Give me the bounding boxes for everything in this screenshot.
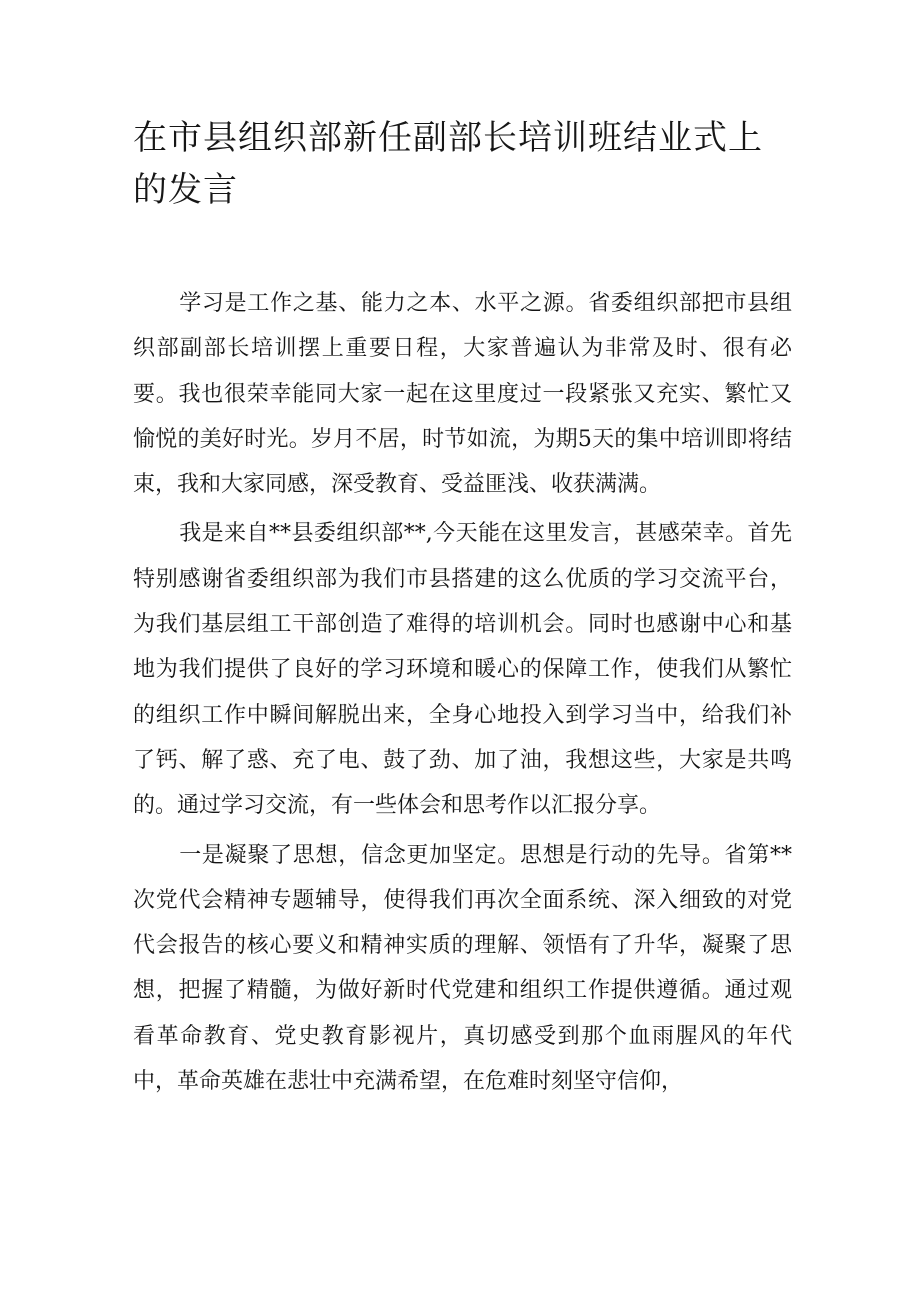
paragraph-2: 我是来自**县委组织部**,今天能在这里发言，甚感荣幸。首先特别感谢省委组织部为我们市县搭建的这么优质的学习交流平台，为我们基层组工干部创造了难得的培训机会。同时也感谢中心和基地为我们提供了良好的学习环境和暖心的保障工作，使我们从繁忙的组织工作中瞬间解脱出来，全身心地投入到学习当中，给我们补了钙、解了惑、充了电、鼓了劲、加了油，我想这些，大家是共鸣的。通过学习交流，有一些体会和思考作以汇报分享。 xyxy=(133,521,792,819)
document-title: 在市县组织部新任副部长培训班结业式上的发言 xyxy=(133,118,763,210)
document-body xyxy=(133,281,792,1104)
paragraph-3: 一是凝聚了思想，信念更加坚定。思想是行动的先导。省第**次党代会精神专题辅导，使得我们再次全面系统、深入细致的对党代会报告的核心要义和精神实质的理解、领悟有了升华，凝聚了思想，把握了精髓，为做好新时代党建和组织工作提供遵循。通过观看革命教育、党史教育影视片，真切感受到那个血雨腥风的年代中，革命英雄在悲壮中充满希望，在危难时刻坚守信仰， xyxy=(133,842,792,1095)
paragraph-1: 学习是工作之基、能力之本、水平之源。省委组织部把市县组织部副部长培训摆上重要日程，大家普遍认为非常及时、很有必要。我也很荣幸能同大家一起在这里度过一段紧张又充实、繁忙又愉悦的美好时光。岁月不居，时节如流，为期5天的集中培训即将结束，我和大家同感，深受教育、受益匪浅、收获满满。 xyxy=(133,291,792,498)
